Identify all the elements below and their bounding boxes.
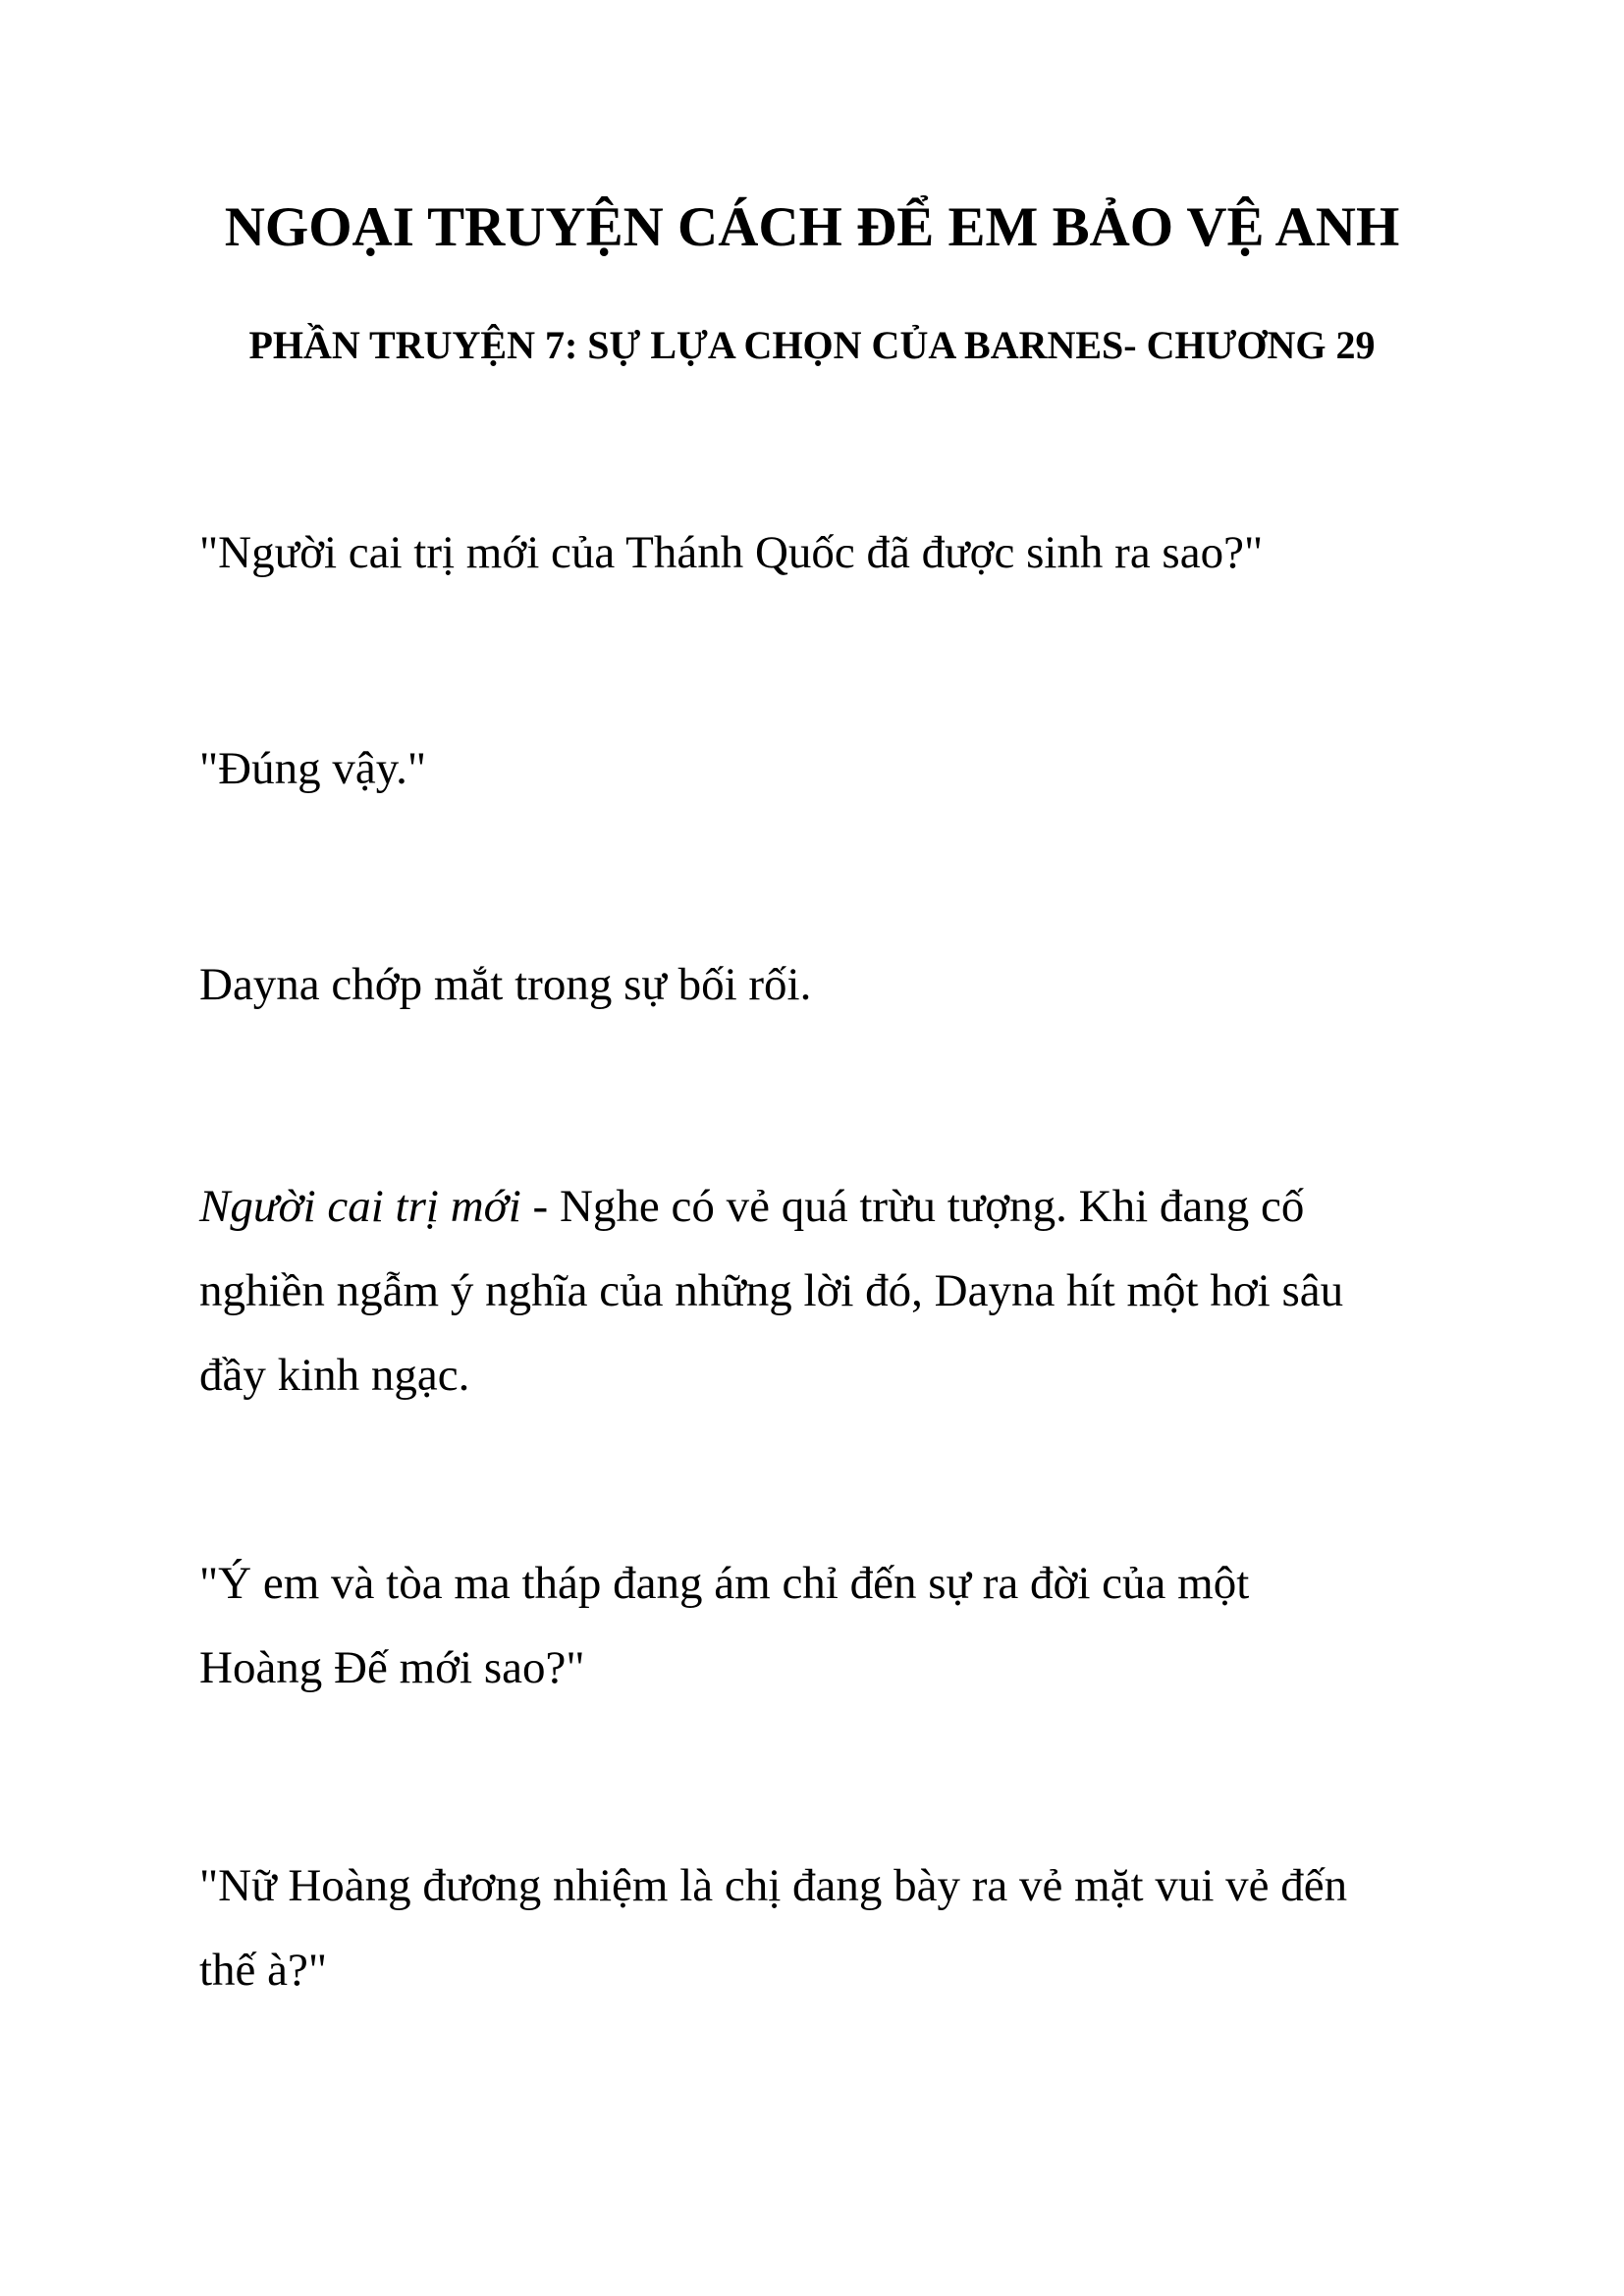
text-line: Hoàng Đế mới sao?": [199, 1642, 585, 1693]
text-line: [199, 1164, 1436, 1249]
paragraph: [199, 726, 1436, 811]
text-line: "Người cai trị mới của Thánh Quốc đã được sinh ra sao?": [199, 527, 1264, 578]
text-run: - Nghe có vẻ quá trừu tượng. Khi đang cố: [520, 1181, 1305, 1232]
text-line: "Đúng vậy.": [199, 743, 427, 794]
paragraph: [199, 510, 1436, 595]
italic-emphasis: Người cai trị mới: [199, 1181, 521, 1232]
text-line: đầy kinh ngạc.: [199, 1350, 470, 1401]
paragraph: [199, 942, 1436, 1027]
document-title: NGOẠI TRUYỆN CÁCH ĐỂ EM BẢO VỆ ANH: [224, 196, 1400, 258]
chapter-subtitle: PHẦN TRUYỆN 7: SỰ LỰA CHỌN CỦA BARNES- CHƯƠNG 29: [248, 323, 1376, 367]
text-line: thế à?": [199, 1945, 328, 1996]
text-line: Dayna chớp mắt trong sự bối rối.: [199, 959, 812, 1010]
text-line: "Ý em và tòa ma tháp đang ám chỉ đến sự ra đời của một: [199, 1558, 1250, 1609]
text-line: nghiền ngẫm ý nghĩa của những lời đó, Dayna hít một hơi sâu: [199, 1265, 1344, 1316]
paragraph: [199, 1843, 1436, 2012]
paragraph: [199, 1164, 1436, 1417]
paragraph: [199, 1541, 1436, 1710]
text-line: "Nữ Hoàng đương nhiệm là chị đang bày ra vẻ mặt vui vẻ đến: [199, 1860, 1348, 1911]
